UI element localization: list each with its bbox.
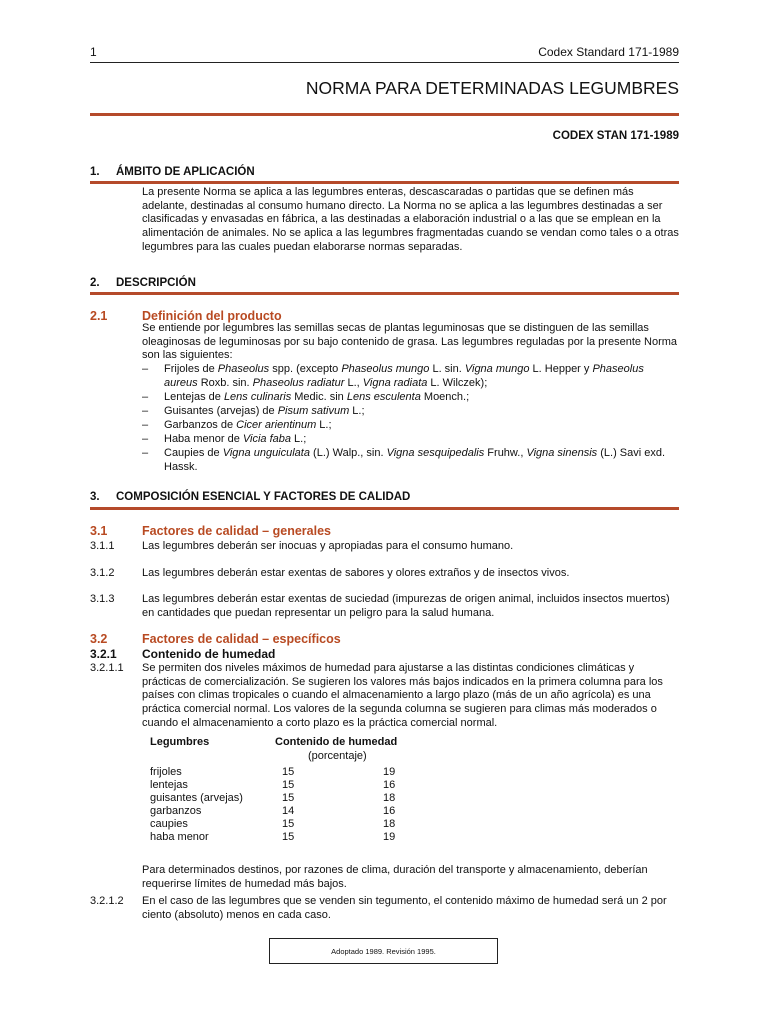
item-text: L.; <box>316 419 332 431</box>
subsection-title: Factores de calidad – específicos <box>142 632 341 646</box>
list-item-continuation <box>164 377 679 391</box>
table-cell-value-1: 15 <box>282 779 295 791</box>
item-text: Guisantes (arvejas) de <box>164 405 278 417</box>
item-text: L.; <box>291 433 307 445</box>
species-name: Vigna mungo <box>464 363 530 375</box>
table-cell-name: lentejas <box>150 779 188 791</box>
item-text: L.; <box>349 405 365 417</box>
text-line: oleaginosas de leguminosas por su bajo contenido de grasa. Las legumbres reguladas por la presente Norma <box>142 335 678 348</box>
table-cell-value-1: 14 <box>282 805 295 817</box>
section-rule <box>90 292 679 295</box>
text-line: ciento (absoluto) menos en cada caso. <box>142 908 331 921</box>
section-rule <box>90 507 679 510</box>
item-text: Medic. sin <box>291 391 347 403</box>
species-name: aureus <box>164 377 198 389</box>
clause-text <box>142 593 679 620</box>
section-number: 1. <box>90 166 100 178</box>
species-name: Phaseolus <box>592 363 644 375</box>
text-line: adelante, destinadas al consumo humano directo. La Norma no se aplica a las legumbres destinadas a ser <box>142 199 663 212</box>
item-text: L., <box>344 377 363 389</box>
item-text: spp. (excepto <box>269 363 342 375</box>
table-cell-name: guisantes (arvejas) <box>150 792 243 804</box>
species-name: Vicia faba <box>242 433 291 445</box>
list-item-continuation: Hassk. <box>164 461 198 473</box>
clause-number: 3.2.1.1 <box>90 662 124 674</box>
clause-text <box>142 895 679 922</box>
table-cell-value-2: 16 <box>383 779 396 791</box>
table-cell-value-2: 16 <box>383 805 396 817</box>
adoption-note: Adoptado 1989. Revisión 1995. <box>331 946 436 956</box>
text-line: La presente Norma se aplica a las legumbres enteras, descascaradas o partidas que se definen más <box>142 186 634 198</box>
subsection-3-1-heading <box>90 524 331 538</box>
clause-number: 3.2.1.2 <box>90 895 124 907</box>
table-cell-value-2: 18 <box>383 792 396 804</box>
item-text: (L.) Walp., sin. <box>309 447 387 459</box>
item-text: (L.) Savi exd. <box>597 447 666 459</box>
clause-text: Las legumbres deberán ser inocuas y apropiadas para el consumo humano. <box>142 540 514 552</box>
section-number: 2. <box>90 277 100 289</box>
text-line: requerirse límites de humedad más bajos. <box>142 877 347 890</box>
text-line: Las legumbres deberán estar exentas de suciedad (impurezas de origen animal, incluidos insectos muertos) <box>142 593 670 605</box>
table-cell-value-2: 19 <box>383 831 396 843</box>
list-dash: – <box>142 447 149 459</box>
table-header-unit: (porcentaje) <box>308 750 367 762</box>
table-header-humedad: Contenido de humedad <box>275 736 398 748</box>
list-dash: – <box>142 433 149 445</box>
section-1-paragraph <box>142 186 679 255</box>
section-title: ÁMBITO DE APLICACIÓN <box>116 166 255 178</box>
page-title: NORMA PARA DETERMINADAS LEGUMBRES <box>305 78 679 98</box>
item-text: Moench.; <box>420 391 470 403</box>
section-number: 3. <box>90 491 100 503</box>
section-title: COMPOSICIÓN ESENCIAL Y FACTORES DE CALIDAD <box>116 491 411 503</box>
item-text: L. Wilczek); <box>427 377 488 389</box>
subsection-number: 2.1 <box>90 309 108 323</box>
list-dash: – <box>142 391 149 403</box>
section-3-heading <box>90 491 410 503</box>
species-name: Pisum sativum <box>277 405 350 417</box>
text-line: En el caso de las legumbres que se venden sin tegumento, el contenido máximo de humedad será un 2 por <box>142 895 667 907</box>
text-line: Se permiten dos niveles máximos de humedad para ajustarse a las distintas condiciones climáticas y <box>142 662 635 674</box>
table-cell-name: haba menor <box>150 831 209 843</box>
standard-reference: Codex Standard 171-1989 <box>538 45 679 59</box>
text-line: práctica comercial normal. Los valores de la segunda columna se sugieren para climas más moderados o <box>142 703 657 716</box>
list-item <box>164 405 679 419</box>
header-rule <box>90 62 679 63</box>
table-cell-name: frijoles <box>150 766 182 778</box>
subsection-title: Definición del producto <box>142 309 282 323</box>
list-item <box>164 363 679 377</box>
species-name: Lens esculenta <box>346 391 421 403</box>
clause-text: Las legumbres deberán estar exentas de sabores y olores extraños y de insectos vivos. <box>142 567 570 579</box>
species-name: Phaseolus mungo <box>341 363 430 375</box>
species-name: Vigna unguiculata <box>222 447 310 459</box>
subsection-number: 3.2 <box>90 632 108 646</box>
subsection-title: Contenido de humedad <box>142 647 276 661</box>
clause-number: 3.1.3 <box>90 593 115 605</box>
subsection-3-2-heading <box>90 632 341 646</box>
clause-number: 3.1.1 <box>90 540 115 552</box>
table-cell-name: garbanzos <box>150 805 202 817</box>
section-rule <box>90 181 679 184</box>
species-name: Vigna radiata <box>362 377 428 389</box>
text-line: son las siguientes: <box>142 349 233 362</box>
list-dash: – <box>142 419 149 431</box>
item-text: Garbanzos de <box>164 419 237 431</box>
clause-text <box>142 662 679 731</box>
section-1-heading <box>90 166 255 178</box>
item-text: L. Hepper y <box>529 363 593 375</box>
table-cell-value-1: 15 <box>282 818 295 830</box>
table-header-legumbres: Legumbres <box>150 736 210 748</box>
list-item <box>164 433 679 447</box>
list-dash: – <box>142 405 149 417</box>
text-line: países con climas tropicales o cuando el almacenamiento a largo plazo (más de un año agrícola) es una <box>142 689 651 702</box>
table-cell-value-1: 15 <box>282 831 295 843</box>
text-line: prácticas de comercialización. Se sugieren los valores más bajos indicados en la primera columna para los <box>142 675 663 688</box>
subsection-2-1-heading <box>90 309 282 323</box>
subsection-number: 3.1 <box>90 524 108 538</box>
clause-number: 3.1.2 <box>90 567 115 579</box>
subsection-3-2-1-heading <box>90 647 275 661</box>
text-line: alimentación de animales. No se aplica a las legumbres fragmentadas cuando se vendan como tales o a otras <box>142 227 679 240</box>
list-item <box>164 391 679 405</box>
table-cell-name: caupies <box>150 818 188 830</box>
text-line: en cantidades que puedan representar un peligro para la salud humana. <box>142 606 495 619</box>
section-2-heading <box>90 277 196 289</box>
item-text: L. sin. <box>429 363 465 375</box>
title-rule <box>90 113 679 116</box>
species-name: Vigna sesquipedalis <box>386 447 485 459</box>
list-item <box>164 447 679 461</box>
list-dash: – <box>142 363 149 375</box>
species-name: Cicer arientinum <box>236 419 317 431</box>
text-line: legumbres para las cuales puedan elaborarse normas separadas. <box>142 240 463 253</box>
codex-stan-code: CODEX STAN 171-1989 <box>552 130 679 142</box>
subsection-number: 3.2.1 <box>90 647 117 661</box>
table-cell-value-2: 19 <box>383 766 396 778</box>
text-line: cuando el almacenamiento a corto plazo es la práctica comercial normal. <box>142 716 498 729</box>
text-line: clasificadas y envasadas en fábrica, a las destinadas a elaboración industrial o a las que se emplean en la <box>142 213 661 226</box>
section-title: DESCRIPCIÓN <box>116 277 196 289</box>
item-text: Fruhw., <box>484 447 527 459</box>
item-text: Lentejas de <box>164 391 224 403</box>
species-name: Lens culinaris <box>223 391 292 403</box>
item-text: Caupies de <box>164 447 223 459</box>
after-table-paragraph <box>142 864 679 891</box>
list-item <box>164 419 679 433</box>
item-text: Frijoles de <box>164 363 218 375</box>
text-line: Para determinados destinos, por razones de clima, duración del transporte y almacenamiento, deberían <box>142 864 648 876</box>
species-name: Phaseolus radiatur <box>252 377 345 389</box>
table-cell-value-1: 15 <box>282 766 295 778</box>
text-line: Se entiende por legumbres las semillas secas de plantas leguminosas que se distinguen de las semillas <box>142 322 649 334</box>
page-number: 1 <box>90 45 97 59</box>
table-cell-value-2: 18 <box>383 818 396 830</box>
item-text: Roxb. sin. <box>197 377 253 389</box>
species-name: Vigna sinensis <box>526 447 598 459</box>
subsection-2-1-paragraph <box>142 322 679 363</box>
species-name: Phaseolus <box>217 363 270 375</box>
subsection-title: Factores de calidad – generales <box>142 524 331 538</box>
table-cell-value-1: 15 <box>282 792 295 804</box>
item-text: Haba menor de <box>164 433 243 445</box>
adoption-note-box <box>269 938 498 964</box>
